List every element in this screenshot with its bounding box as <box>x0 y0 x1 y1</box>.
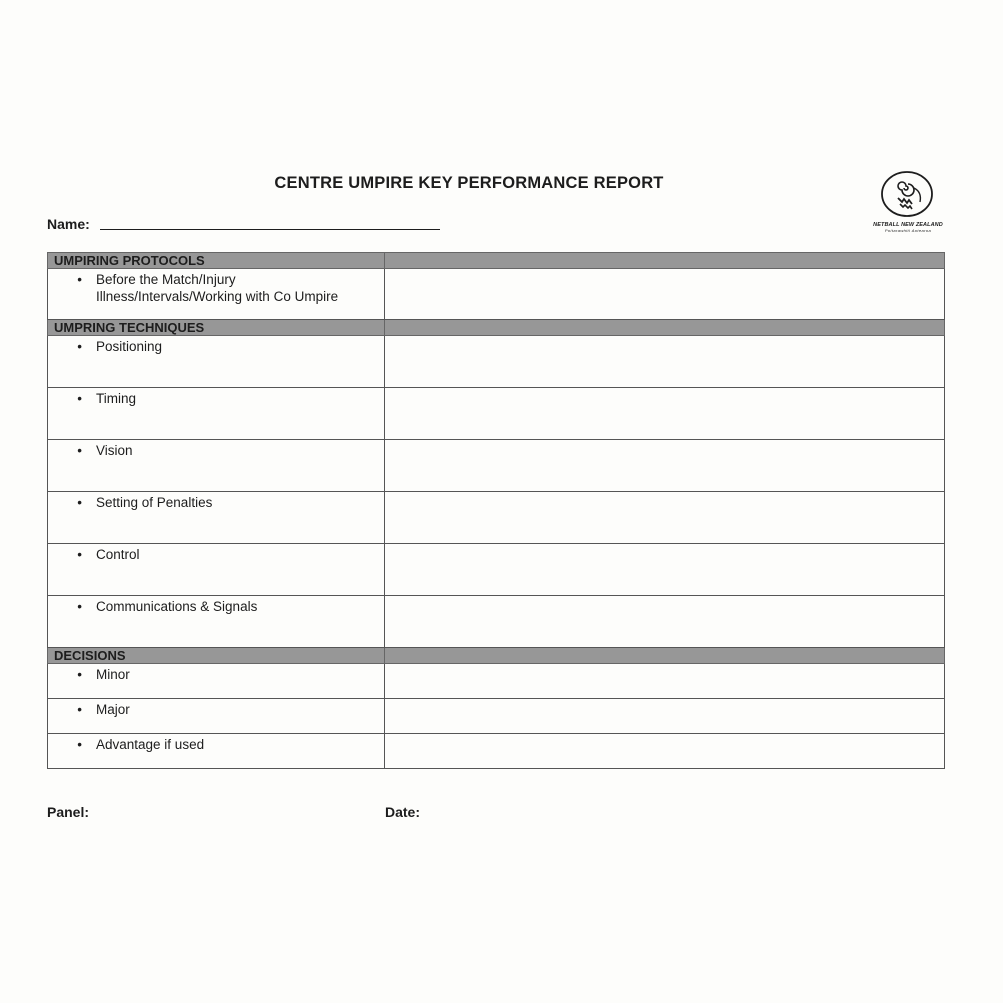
comment-cell[interactable] <box>385 269 945 320</box>
bullet-icon: • <box>77 495 82 510</box>
name-line[interactable] <box>100 229 440 230</box>
list-item <box>48 596 384 615</box>
logo-text: NETBALL NEW ZEALAND <box>873 222 943 228</box>
bullet-icon: • <box>77 272 82 287</box>
bullet-icon: • <box>77 702 82 717</box>
comment-cell[interactable] <box>385 544 945 596</box>
comment-cell[interactable] <box>385 664 945 699</box>
name-label: Name: <box>47 216 90 232</box>
bullet-icon: • <box>77 443 82 458</box>
list-item <box>48 269 384 305</box>
bullet-icon: • <box>77 737 82 752</box>
table-row <box>48 269 945 320</box>
table-row <box>48 699 945 734</box>
section-title: UMPRING TECHNIQUES <box>48 320 385 336</box>
table-row <box>48 492 945 544</box>
logo-subtext: Poitarawhiti Aotearoa <box>884 228 932 233</box>
section-header-decisions <box>48 648 945 664</box>
section-title: DECISIONS <box>48 648 385 664</box>
table-row <box>48 388 945 440</box>
bullet-icon: • <box>77 391 82 406</box>
list-item <box>48 734 384 753</box>
item-label: Major <box>96 702 130 717</box>
comment-cell[interactable] <box>385 388 945 440</box>
item-label: Positioning <box>96 339 163 354</box>
bullet-icon: • <box>77 599 82 614</box>
item-label: Control <box>96 547 140 562</box>
item-label: Setting of Penalties <box>96 495 213 510</box>
comment-cell[interactable] <box>385 440 945 492</box>
bullet-icon: • <box>77 339 82 354</box>
netball-nz-logo-icon <box>878 170 938 220</box>
item-label: Advantage if used <box>96 737 205 752</box>
item-label: Communications & Signals <box>96 599 258 614</box>
table-row <box>48 664 945 699</box>
name-row <box>47 216 440 232</box>
section-header-protocols <box>48 253 945 269</box>
netball-nz-logo <box>872 170 944 233</box>
item-label: Before the Match/Injury Illness/Intervals/Working with Co Umpire <box>96 272 339 304</box>
report-title: CENTRE UMPIRE KEY PERFORMANCE REPORT <box>274 174 664 192</box>
bullet-icon: • <box>77 547 82 562</box>
table-row <box>48 734 945 769</box>
item-label: Vision <box>96 443 133 458</box>
comment-cell[interactable] <box>385 336 945 388</box>
table-row <box>48 440 945 492</box>
list-item <box>48 544 384 563</box>
comment-cell[interactable] <box>385 596 945 648</box>
date-label: Date: <box>385 804 421 820</box>
list-item <box>48 440 384 459</box>
table-row <box>48 596 945 648</box>
table-row <box>48 544 945 596</box>
bullet-icon: • <box>77 667 82 682</box>
list-item <box>48 492 384 511</box>
list-item <box>48 388 384 407</box>
comment-cell[interactable] <box>385 492 945 544</box>
report-table <box>47 252 945 769</box>
item-label: Minor <box>96 667 130 682</box>
item-label: Timing <box>96 391 137 406</box>
panel-label: Panel: <box>47 804 90 820</box>
list-item <box>48 664 384 683</box>
list-item <box>48 336 384 355</box>
list-item <box>48 699 384 718</box>
comment-cell[interactable] <box>385 699 945 734</box>
section-header-techniques <box>48 320 945 336</box>
comment-cell[interactable] <box>385 734 945 769</box>
section-title: UMPIRING PROTOCOLS <box>48 253 385 269</box>
table-row <box>48 336 945 388</box>
